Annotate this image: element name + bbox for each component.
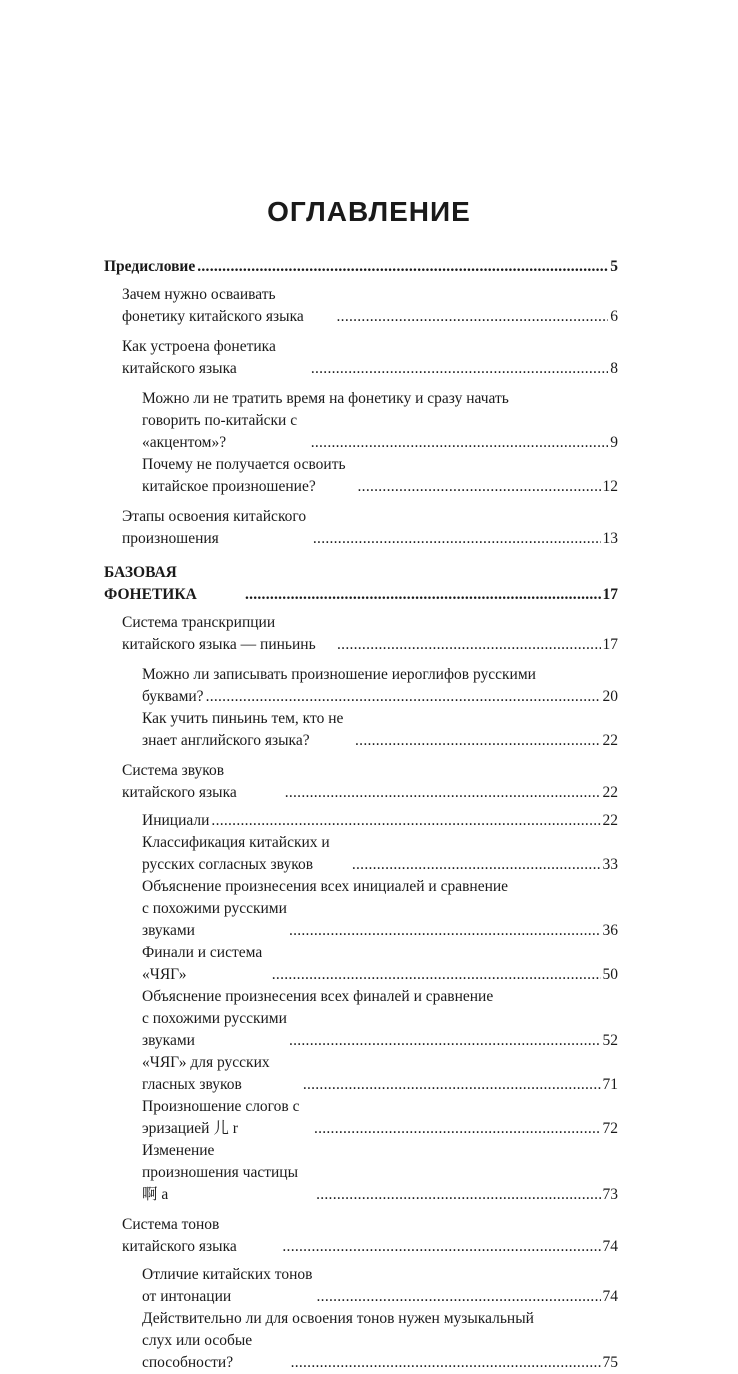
toc-entry-text: Как учить пиньинь тем, кто не знает английского языка? [142, 710, 344, 749]
toc-entry-text: Система транскрипции китайского языка — пиньинь [122, 614, 316, 653]
toc-section[interactable] [104, 562, 618, 606]
toc-entry-text-line2: буквами? [142, 688, 204, 705]
toc-entry-text: Система тонов китайского языка [122, 1216, 237, 1255]
toc-chapter[interactable] [104, 506, 618, 550]
dot-leader [317, 1286, 601, 1308]
toc-subsection[interactable] [104, 454, 618, 498]
toc-page-number: 74 [602, 1238, 618, 1255]
dot-leader [311, 358, 608, 380]
toc-entry-text-line1: Объяснение произнесения всех финалей и сравнение [142, 988, 494, 1005]
toc-subsection[interactable] [104, 664, 618, 708]
toc-page-number: 22 [602, 784, 618, 801]
dot-leader [211, 810, 600, 832]
toc-entry-text-line2: с похожими русскими звуками [142, 900, 287, 939]
toc-page-number: 50 [602, 966, 618, 983]
dot-leader [303, 1074, 601, 1096]
dot-leader [285, 782, 601, 804]
toc-page-number: 9 [610, 434, 618, 451]
toc-page-number: 33 [602, 856, 618, 873]
toc-entry-text: Система звуков китайского языка [122, 762, 237, 801]
toc-subsection[interactable] [104, 832, 618, 876]
dot-leader [337, 306, 609, 328]
toc-page-number: 5 [610, 258, 618, 275]
toc-entry-text-line1: Можно ли записывать произношение иероглифов русскими [142, 666, 536, 683]
toc-subsection[interactable] [104, 810, 618, 832]
dot-leader [289, 1030, 601, 1052]
toc-entry-text: Этапы освоения китайского произношения [122, 508, 307, 547]
toc-page-number: 13 [602, 530, 618, 547]
toc-page-number: 72 [602, 1120, 618, 1137]
toc-page-number: 22 [602, 812, 618, 829]
toc-entry-text-line2: с похожими русскими звуками [142, 1010, 287, 1049]
toc-page-number: 8 [610, 360, 618, 377]
toc-page-number: 6 [610, 308, 618, 325]
toc-entry-text: Как устроена фонетика китайского языка [122, 338, 276, 377]
toc-entry-text-line1: Можно ли не тратить время на фонетику и сразу начать [142, 390, 509, 407]
toc-entry-text: Предисловие [104, 258, 196, 275]
toc-page-number: 17 [602, 586, 618, 603]
dot-leader [316, 1184, 600, 1206]
toc-entry-text: Инициали [142, 812, 210, 829]
dot-leader [206, 686, 601, 708]
dot-leader [245, 584, 601, 606]
dot-leader [311, 432, 609, 454]
toc-entry-text-line2: говорить по-китайски с «акцентом»? [142, 412, 298, 451]
table-of-contents [104, 256, 618, 1374]
toc-page-number: 20 [602, 688, 618, 705]
toc-subsection[interactable] [104, 1308, 618, 1374]
toc-entry-text-line2: слух или особые способности? [142, 1332, 253, 1371]
dot-leader [197, 256, 608, 278]
dot-leader [313, 528, 601, 550]
toc-entry-text: Изменение произношения частицы 啊 a [142, 1142, 298, 1203]
toc-entry-text: Почему не получается освоить китайское произношение? [142, 456, 346, 495]
toc-subsection[interactable] [104, 708, 618, 752]
toc-chapter[interactable] [104, 612, 618, 656]
toc-page-number: 52 [602, 1032, 618, 1049]
toc-section[interactable] [104, 256, 618, 278]
dot-leader [337, 634, 600, 656]
toc-entry-text: Зачем нужно осваивать фонетику китайского языка [122, 286, 304, 325]
toc-subsection[interactable] [104, 942, 618, 986]
toc-entry-text: «ЧЯГ» для русских гласных звуков [142, 1054, 270, 1093]
toc-entry-text: БАЗОВАЯ ФОНЕТИКА [104, 564, 197, 603]
toc-chapter[interactable] [104, 284, 618, 328]
toc-chapter[interactable] [104, 1214, 618, 1258]
dot-leader [289, 920, 601, 942]
toc-subsection[interactable] [104, 876, 618, 942]
page-title: ОГЛАВЛЕНИЕ [267, 196, 471, 227]
dot-leader [314, 1118, 601, 1140]
toc-entry-text: Финали и система «ЧЯГ» [142, 944, 263, 983]
toc-subsection[interactable] [104, 1264, 618, 1308]
toc-subsection[interactable] [104, 986, 618, 1052]
toc-entry-text-line1: Объяснение произнесения всех инициалей и сравнение [142, 878, 509, 895]
toc-chapter[interactable] [104, 760, 618, 804]
toc-entry-text-line1: Действительно ли для освоения тонов нужен музыкальный [142, 1310, 534, 1327]
dot-leader [352, 854, 601, 876]
toc-page-number: 22 [602, 732, 618, 749]
toc-page-number: 75 [602, 1354, 618, 1371]
toc-page-number: 36 [602, 922, 618, 939]
dot-leader [291, 1352, 601, 1374]
toc-entry-text: Отличие китайских тонов от интонации [142, 1266, 313, 1305]
toc-subsection[interactable] [104, 1052, 618, 1096]
dot-leader [272, 964, 601, 986]
toc-entry-text: Произношение слогов с эризацией 儿 r [142, 1098, 300, 1137]
toc-page-number: 71 [602, 1076, 618, 1093]
toc-subsection[interactable] [104, 388, 618, 454]
dot-leader [282, 1236, 600, 1258]
toc-chapter[interactable] [104, 336, 618, 380]
toc-page-number: 73 [602, 1186, 618, 1203]
toc-page-number: 74 [602, 1288, 618, 1305]
toc-page-number: 17 [602, 636, 618, 653]
toc-entry-text: Классификация китайских и русских согласных звуков [142, 834, 330, 873]
toc-subsection[interactable] [104, 1096, 618, 1140]
dot-leader [355, 730, 600, 752]
toc-page-number: 12 [602, 478, 618, 495]
dot-leader [358, 476, 601, 498]
toc-subsection[interactable] [104, 1140, 618, 1206]
